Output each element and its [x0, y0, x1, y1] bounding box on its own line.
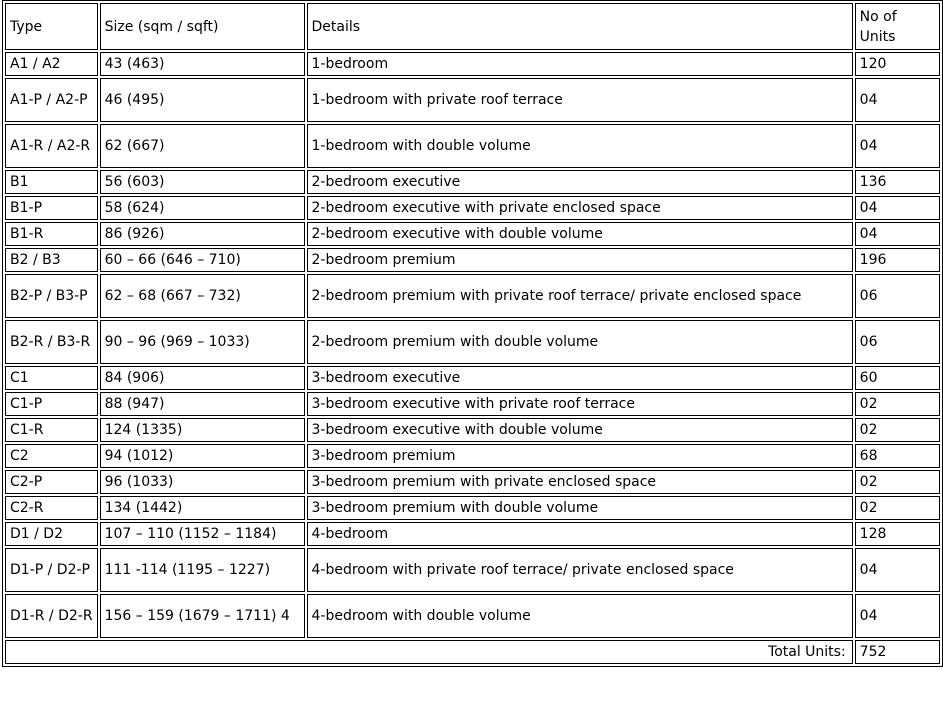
cell-size: 90 – 96 (969 – 1033) [100, 320, 305, 364]
table-row [5, 78, 940, 122]
cell-size: 60 – 66 (646 – 710) [100, 248, 305, 272]
unit-mix-table [2, 0, 943, 667]
cell-type: C2 [5, 444, 98, 468]
cell-type: B2-P / B3-P [5, 274, 98, 318]
table-body [5, 52, 940, 638]
cell-size: 58 (624) [100, 196, 305, 220]
cell-units: 02 [855, 470, 940, 494]
cell-details: 2-bedroom executive with private enclosed space [307, 196, 853, 220]
table-row [5, 124, 940, 168]
cell-size: 62 (667) [100, 124, 305, 168]
table-row [5, 496, 940, 520]
table-row [5, 392, 940, 416]
cell-size: 111 -114 (1195 – 1227) [100, 548, 305, 592]
cell-units: 02 [855, 418, 940, 442]
table-row [5, 320, 940, 364]
cell-details: 4-bedroom with double volume [307, 594, 853, 638]
table-row [5, 444, 940, 468]
table-row [5, 522, 940, 546]
table-row [5, 196, 940, 220]
cell-size: 96 (1033) [100, 470, 305, 494]
cell-units: 06 [855, 274, 940, 318]
cell-type: D1-R / D2-R [5, 594, 98, 638]
cell-units: 128 [855, 522, 940, 546]
table-row [5, 274, 940, 318]
table-row [5, 248, 940, 272]
cell-units: 04 [855, 594, 940, 638]
cell-size: 86 (926) [100, 222, 305, 246]
table-row [5, 470, 940, 494]
cell-units: 60 [855, 366, 940, 390]
table-row [5, 222, 940, 246]
cell-details: 2-bedroom premium [307, 248, 853, 272]
cell-details: 1-bedroom with private roof terrace [307, 78, 853, 122]
cell-details: 2-bedroom executive [307, 170, 853, 194]
cell-units: 04 [855, 124, 940, 168]
header-size: Size (sqm / sqft) [100, 3, 305, 50]
cell-details: 2-bedroom premium with private roof terrace/ private enclosed space [307, 274, 853, 318]
cell-units: 68 [855, 444, 940, 468]
table-row [5, 594, 940, 638]
cell-details: 3-bedroom premium with double volume [307, 496, 853, 520]
cell-type: C1 [5, 366, 98, 390]
cell-size: 156 – 159 (1679 – 1711) 4 [100, 594, 305, 638]
cell-details: 2-bedroom premium with double volume [307, 320, 853, 364]
cell-details: 3-bedroom premium with private enclosed space [307, 470, 853, 494]
cell-size: 56 (603) [100, 170, 305, 194]
header-row [5, 3, 940, 50]
cell-units: 04 [855, 222, 940, 246]
cell-details: 4-bedroom [307, 522, 853, 546]
cell-type: C1-P [5, 392, 98, 416]
cell-type: A1 / A2 [5, 52, 98, 76]
cell-details: 3-bedroom executive with double volume [307, 418, 853, 442]
header-details: Details [307, 3, 853, 50]
cell-type: A1-P / A2-P [5, 78, 98, 122]
header-units: No of Units [855, 3, 940, 50]
cell-size: 107 – 110 (1152 – 1184) [100, 522, 305, 546]
cell-units: 02 [855, 496, 940, 520]
cell-type: B1-R [5, 222, 98, 246]
cell-size: 94 (1012) [100, 444, 305, 468]
cell-size: 84 (906) [100, 366, 305, 390]
cell-units: 120 [855, 52, 940, 76]
cell-type: B1 [5, 170, 98, 194]
cell-size: 46 (495) [100, 78, 305, 122]
cell-details: 1-bedroom [307, 52, 853, 76]
cell-units: 196 [855, 248, 940, 272]
cell-type: B1-P [5, 196, 98, 220]
cell-size: 124 (1335) [100, 418, 305, 442]
cell-type: C1-R [5, 418, 98, 442]
cell-units: 04 [855, 548, 940, 592]
cell-type: C2-R [5, 496, 98, 520]
total-row [5, 640, 940, 664]
cell-details: 1-bedroom with double volume [307, 124, 853, 168]
cell-type: B2 / B3 [5, 248, 98, 272]
table-header [5, 3, 940, 50]
cell-type: A1-R / A2-R [5, 124, 98, 168]
cell-details: 3-bedroom premium [307, 444, 853, 468]
table-row [5, 418, 940, 442]
cell-size: 134 (1442) [100, 496, 305, 520]
cell-type: D1-P / D2-P [5, 548, 98, 592]
table-row [5, 52, 940, 76]
table-footer [5, 640, 940, 664]
cell-type: B2-R / B3-R [5, 320, 98, 364]
cell-details: 2-bedroom executive with double volume [307, 222, 853, 246]
cell-units: 04 [855, 196, 940, 220]
total-value: 752 [855, 640, 940, 664]
cell-units: 04 [855, 78, 940, 122]
cell-type: C2-P [5, 470, 98, 494]
cell-units: 02 [855, 392, 940, 416]
header-type: Type [5, 3, 98, 50]
cell-details: 4-bedroom with private roof terrace/ private enclosed space [307, 548, 853, 592]
cell-size: 62 – 68 (667 – 732) [100, 274, 305, 318]
table-row [5, 548, 940, 592]
cell-details: 3-bedroom executive [307, 366, 853, 390]
table-row [5, 366, 940, 390]
cell-size: 88 (947) [100, 392, 305, 416]
cell-size: 43 (463) [100, 52, 305, 76]
cell-units: 06 [855, 320, 940, 364]
cell-type: D1 / D2 [5, 522, 98, 546]
cell-details: 3-bedroom executive with private roof terrace [307, 392, 853, 416]
total-label: Total Units: [5, 640, 853, 664]
table-row [5, 170, 940, 194]
cell-units: 136 [855, 170, 940, 194]
